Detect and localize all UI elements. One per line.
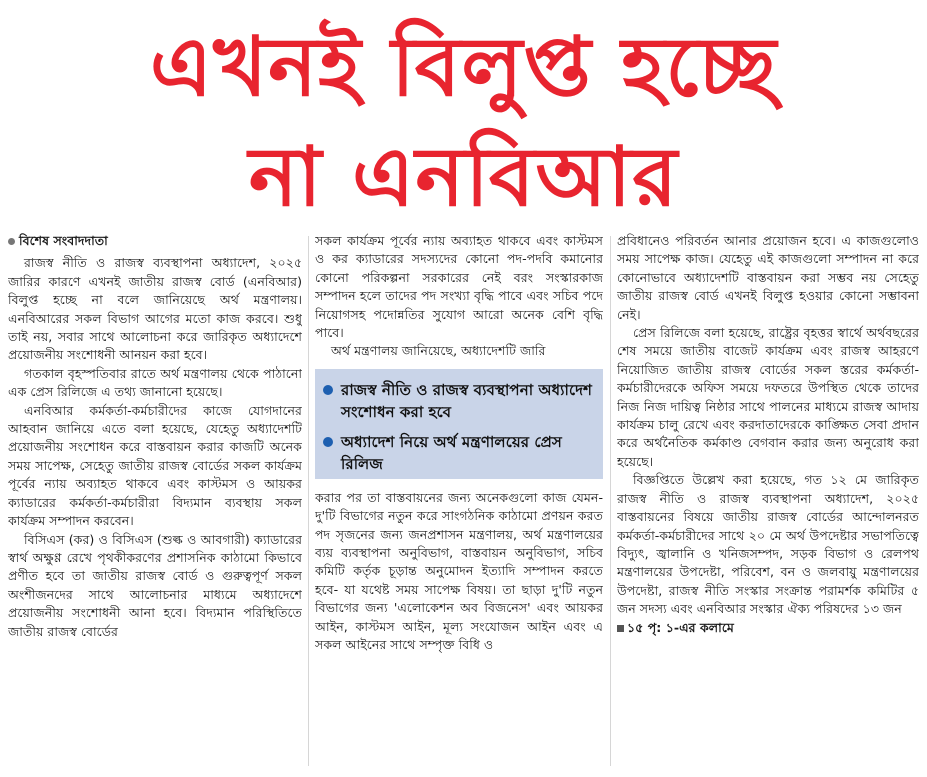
highlight-item (323, 431, 595, 475)
paragraph: প্রবিধানেও পরিবর্তন আনার প্রয়োজন হবে। এ কাজগুলোও সময় সাপেক্ষ কাজ। যেহেতু এই কাজগুলো সম্পাদন না করে কোনোভাবে অধ্যাদেশটি বাস্তবায়ন করা সম্ভব নয় সেহেতু জাতীয় রাজস্ব বোর্ড এখনই বিলুপ্ত হওয়ার কোনো সম্ভাবনা নেই। (617, 233, 919, 322)
bullet-icon (323, 385, 333, 395)
column-divider (308, 236, 309, 766)
continuation-text: ১৫ পৃ: ১-এর কলামে (627, 619, 734, 635)
highlight-box (315, 369, 603, 479)
article-column-3 (617, 232, 919, 772)
continuation-note (617, 619, 919, 637)
column-divider (610, 236, 611, 766)
highlight-text: অধ্যাদেশ নিয়ে অর্থ মন্ত্রণালয়ের প্রেস রিলিজ (341, 432, 562, 473)
headline-line-1: এখনই বিলুপ্ত হচ্ছে (149, 20, 778, 115)
paragraph: সকল কার্যক্রম পূর্বের ন্যায় অব্যাহত থাকবে এবং কাস্টমস ও কর ক্যাডারের সদস্যদের কোনো পদ-পদবি কমানোর কোনো পরিকল্পনা সরকারের নেই বরং সংস্কারকাজ সম্পাদন হলে তাদের পদ সংখ্যা বৃদ্ধি পাবে এবং সচিব পদে নিয়োগসহ পদোন্নতির সুযোগ আরো অনেক বেশি বৃদ্ধি পাবে। (315, 233, 603, 341)
byline (8, 232, 302, 250)
paragraph: গতকাল বৃহস্পতিবার রাতে অর্থ মন্ত্রণালয় থেকে পাঠানো এক প্রেস রিলিজে এ তথ্য জানানো হয়েছে। (8, 365, 302, 400)
bullet-icon (323, 437, 333, 447)
paragraph: করার পর তা বাস্তবায়নের জন্য অনেকগুলো কাজ যেমন- দু'টি বিভাগের নতুন করে সাংগঠনিক কাঠামো প্রণয়ন করত পদ সৃজনের জন্য জনপ্রশাসন মন্ত্রণালয়, অর্থ মন্ত্রণালয়ের ব্যয় ব্যবস্থাপনা অনুবিভাগ, বাস্তবায়ন অনুবিভাগ, সচিব কমিটি কর্তৃক চূড়ান্ত অনুমোদন ইত্যাদি সম্পাদন করতে হবে- যা যথেষ্ট সময় সাপেক্ষ বিষয়। তা ছাড়া দু'টি নতুন বিভাগের জন্য 'এলোকেশন অব বিজনেস' এবং আয়কর আইন, কাস্টমস আইন, মূল্য সংযোজন আইন এবং এ সকল আইনের সাথে সম্পৃক্ত বিধি ও (315, 489, 603, 653)
highlight-text: রাজস্ব নীতি ও রাজস্ব ব্যবস্থাপনা অধ্যাদেশ সংশোধন করা হবে (341, 380, 593, 421)
paragraph: বিসিএস (কর) ও বিসিএস (শুল্ক ও আবগারী) ক্যাডারের স্বার্থ অক্ষুণ্ণ রেখে পৃথকীকরণের প্রশাসনিক কাঠামো কিভাবে প্রণীত হবে তা জাতীয় রাজস্ব বোর্ড ও গুরুত্বপূর্ণ সকল অংশীজনদের সাথে আলোচনার মাধ্যমে অধ্যাদেশে প্রয়োজনীয় সংশোধনী আনা হবে। বিদ্যমান পরিস্থিতিতে জাতীয় রাজস্ব বোর্ডের (8, 531, 302, 639)
headline-line-2: না এনবিআর (248, 130, 679, 225)
paragraph: প্রেস রিলিজে বলা হয়েছে, রাষ্ট্রের বৃহত্তর স্বার্থে অর্থবছরের শেষ সময়ে জাতীয় বাজেট কার্যক্রম এবং রাজস্ব আহরণে নিয়োজিত জাতীয় রাজস্ব বোর্ডের সকল স্তরের কর্মকর্তা-কর্মচারীদেরকে অফিস সময়ে দফতরে উপস্থিত থেকে তাদের নিজ নিজ দায়িত্ব নিষ্ঠার সাথে পালনের মাধ্যমে রাজস্ব আদায় কার্যক্রম চালু রেখে এবং করদাতাদেরকে কাঙ্ক্ষিত সেবা প্রদান করে অর্থনৈতিক কর্মকাণ্ড বেগবান করার জন্য অনুরোধ করা হয়েছে। (617, 325, 919, 469)
byline-bullet-icon (8, 238, 15, 245)
paragraph: এনবিআর কর্মকর্তা-কর্মচারীদের কাজে যোগদানের আহবান জানিয়ে এতে বলা হয়েছে, যেহেতু অধ্যাদেশটি প্রয়োজনীয় সংশোধন করে বাস্তবায়ন করার কাজটি অনেক সময় সাপেক্ষ, সেহেতু জাতীয় রাজস্ব বোর্ডের সকল কার্যক্রম পূর্বের ন্যায় অব্যাহত থাকবে এবং কাস্টমস ও আয়কর ক্যাডারের কর্মকর্তা-কর্মচারীরা বিদ্যমান ব্যবস্থায় সকল কার্যক্রম সম্পাদন করবেন। (8, 402, 302, 529)
highlight-item (323, 379, 595, 423)
byline-text: বিশেষ সংবাদদাতা (19, 233, 108, 248)
paragraph: অর্থ মন্ত্রণালয় জানিয়েছে, অধ্যাদেশটি জারি (331, 343, 546, 359)
article-column-1 (8, 232, 302, 772)
paragraph: রাজস্ব নীতি ও রাজস্ব ব্যবস্থাপনা অধ্যাদেশ, ২০২৫ জারির কারণে এখনই জাতীয় রাজস্ব বোর্ড (এনবিআর) বিলুপ্ত হচ্ছে না বলে জানিয়েছে অর্থ মন্ত্রণালয়। এনবিআরের সকল বিভাগ আগের মতো কাজ করবে। শুধু তাই নয়, সবার সাথে আলোচনা করে জারিকৃত অধ্যাদেশে প্রয়োজনীয় সংশোধনী আনয়ন করা হবে। (8, 255, 302, 363)
article-column-2 (315, 232, 603, 772)
paragraph: বিজ্ঞপ্তিতে উল্লেখ করা হয়েছে, গত ১২ মে জারিকৃত রাজস্ব নীতি ও রাজস্ব ব্যবস্থাপনা অধ্যাদেশ, ২০২৫ বাস্তবায়নের বিষয়ে জাতীয় রাজস্ব বোর্ডের আন্দোলনরত কর্মকর্তা-কর্মচারীদের সাথে ২০ মে অর্থ উপদেষ্টার সভাপতিত্বে বিদ্যুৎ, জ্বালানি ও খনিজসম্পদ, সড়ক বিভাগ ও রেলপথ মন্ত্রণালয়ের উপদেষ্টা, পরিবেশ, বন ও জলবায়ু মন্ত্রণালয়ের উপদেষ্টা, রাজস্ব নীতি সংস্কার সংক্রান্ত পরামর্শক কমিটির ৫ জন সদস্য এবং এনবিআর সংস্কার ঐক্য পরিষদের ১৩ জন (617, 472, 919, 617)
square-bullet-icon (617, 625, 624, 632)
